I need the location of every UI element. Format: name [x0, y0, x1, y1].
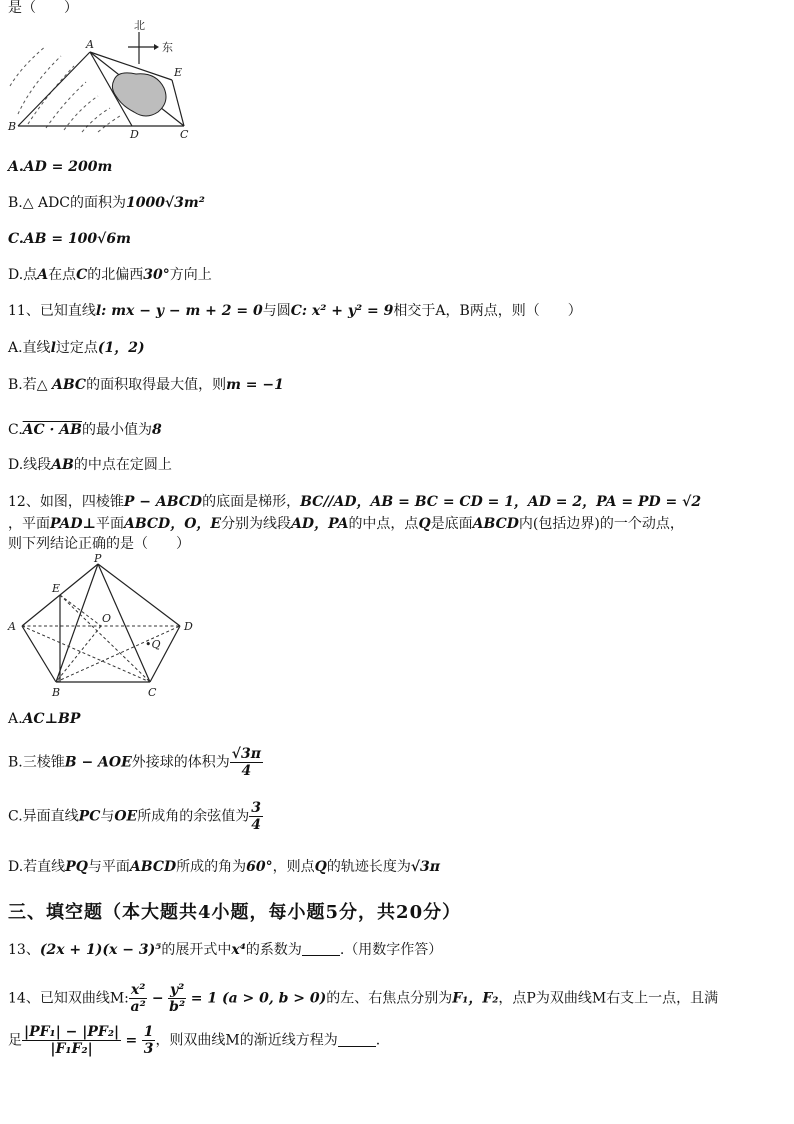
label-north: 北 [134, 19, 145, 32]
q11-option-c[interactable]: C.AC · AB的最小值为8 [8, 422, 162, 438]
q14-stem-line2: 足 $\frac{\text{|PF₁| − |PF₂|}}{\text{|F₁F₂|}}$ = $\frac{1}{3}$ ，则双曲线M的渐近线方程为 . [8, 1024, 381, 1057]
q12-stem-line1: 12、如图，四棱锥P − ABCD的底面是梯形，BC//AD，AB = BC = CD = 1，AD = 2，PA = PD = √2 [8, 494, 702, 510]
label-P: P [94, 552, 102, 565]
label-Q: •Q [145, 638, 161, 651]
label-A2: A [8, 620, 16, 633]
q10-option-c[interactable]: C.AB = 100√6m [8, 231, 131, 247]
label-east: 东 [162, 41, 173, 54]
q11-option-a[interactable]: A.直线l过定点(1，2) [8, 340, 145, 356]
label-O: O [102, 612, 112, 625]
figure-survey-diagram [6, 16, 196, 140]
label-D: D [130, 128, 139, 140]
q11-option-d[interactable]: D.线段AB的中点在定圆上 [8, 457, 172, 473]
q13-stem: 13、(2x + 1)(x − 3)⁵的展开式中x⁴的系数为 .（用数字作答） [8, 942, 443, 958]
label-E: E [174, 66, 183, 79]
q12-option-c[interactable]: C.异面直线PC与OE所成角的余弦值为 $\frac{3}{4}$ [8, 800, 261, 833]
label-C: C [180, 128, 189, 140]
q12-stem-line2: ，平面PAD⊥平面ABCD，O，E分别为线段AD，PA的中点，点Q是底面ABCD内(包括边界)的一个动点， [8, 516, 684, 532]
q10-option-a[interactable]: A.AD = 200m [8, 159, 113, 175]
label-C2: C [148, 686, 157, 698]
section-heading-fill-blank: 三、填空题（本大题共4小题，每小题5分，共20分） [8, 902, 462, 923]
q13-answer-blank[interactable] [302, 941, 340, 956]
q10-option-d[interactable]: D.点A在点C的北偏西30°方向上 [8, 267, 212, 283]
q10-option-b[interactable]: B.△ ADC的面积为1000√3m² [8, 195, 205, 211]
question-continuation: 是（ ） [8, 0, 78, 16]
label-B2: B [52, 686, 61, 698]
label-B: B [8, 120, 17, 133]
label-D2: D [184, 620, 193, 633]
q11-option-b[interactable]: B.若△ ABC的面积取得最大值，则m = −1 [8, 377, 284, 393]
q12-stem-line3: 则下列结论正确的是（ ） [8, 536, 190, 552]
figure-pyramid-diagram [6, 552, 206, 698]
label-A: A [86, 38, 94, 51]
q14-stem-line1: 14、已知双曲线M: $\frac{\text{x²}}{\text{a²}}$ − $\frac{\text{y²}}{\text{b²}}$ = 1 (a > 0, b > 0)的左、右焦点分别为F₁，F₂，点P为双曲线M右支上一点，且满 [8, 982, 719, 1015]
q12-option-b[interactable]: B.三棱锥B − AOE外接球的体积为 $\frac{√3\pi}{4}$ [8, 746, 261, 779]
q14-answer-blank[interactable] [338, 1032, 376, 1047]
label-E2: E [52, 582, 61, 595]
q12-option-a[interactable]: A.AC⊥BP [8, 711, 81, 727]
lake-shape [112, 73, 166, 116]
compass-arrow-icon [154, 44, 159, 50]
q11-stem: 11、已知直线l: mx − y − m + 2 = 0与圆C: x² + y² = 9相交于A，B两点，则（ ） [8, 303, 582, 319]
q12-option-d[interactable]: D.若直线PQ与平面ABCD所成的角为60°，则点Q的轨迹长度为√3π [8, 859, 441, 875]
